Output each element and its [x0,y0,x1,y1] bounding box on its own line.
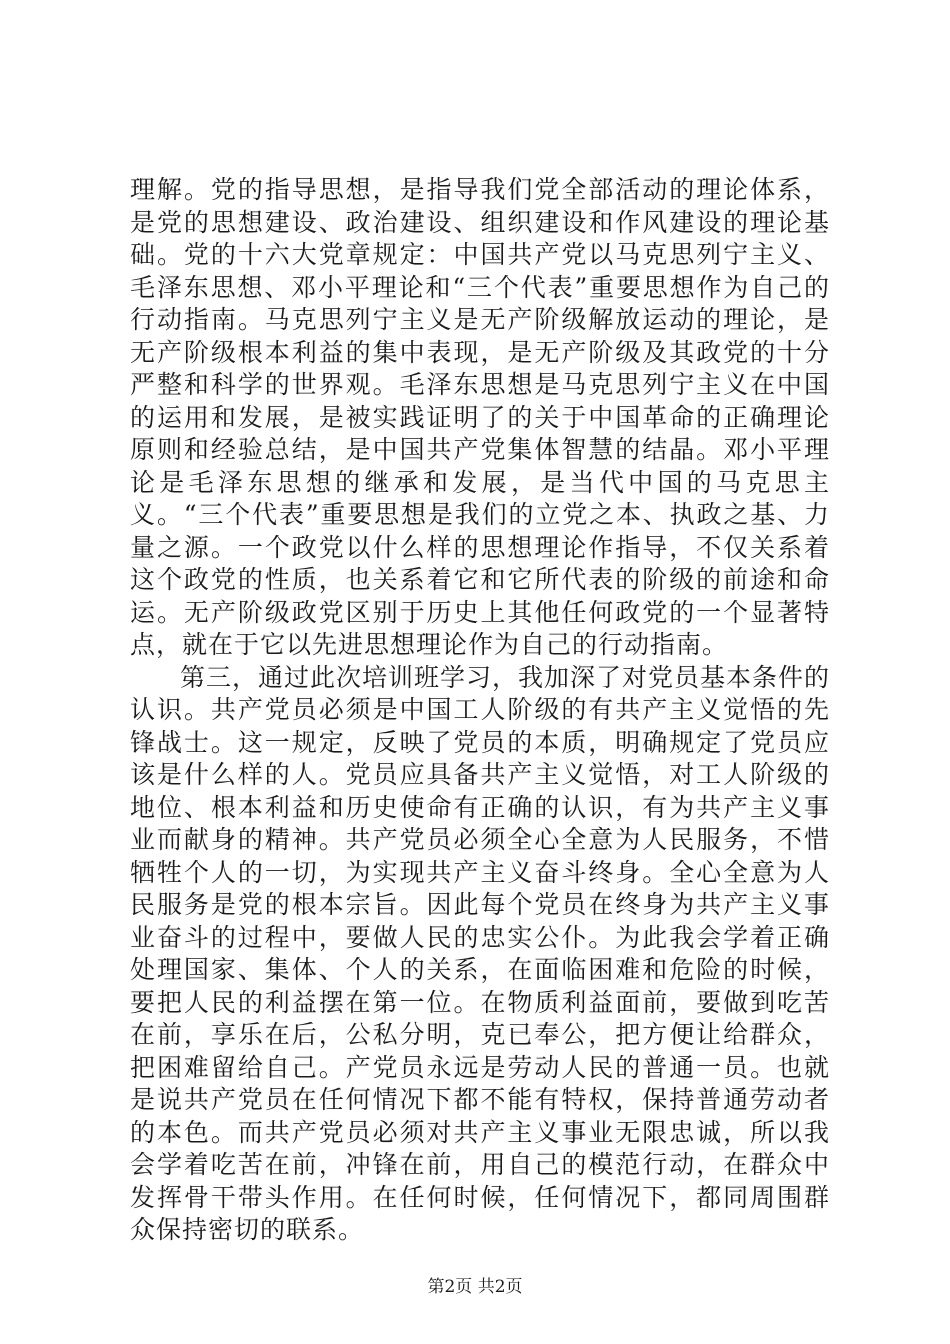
document-body [130,174,830,1247]
paragraph-1: 理解。党的指导思想，是指导我们党全部活动的理论体系，是党的思想建设、政治建设、组织建设和作风建设的理论基础。党的十六大党章规定：中国共产党以马克思列宁主义、毛泽东思想、邓小平理论和“三个代表”重要思想作为自己的行动指南。马克思列宁主义是无产阶级解放运动的理论，是无产阶级根本利益的集中表现，是无产阶级及其政党的十分严整和科学的世界观。毛泽东思想是马克思列宁主义在中国的运用和发展，是被实践证明了的关于中国革命的正确理论原则和经验总结，是中国共产党集体智慧的结晶。邓小平理论是毛泽东思想的继承和发展，是当代中国的马克思主义。“三个代表”重要思想是我们的立党之本、执政之基、力量之源。一个政党以什么样的思想理论作指导，不仅关系着这个政党的性质，也关系着它和它所代表的阶级的前途和命运。无产阶级政党区别于历史上其他任何政党的一个显著特点，就在于它以先进思想理论作为自己的行动指南。 [130,175,830,659]
paragraph-2: 第三，通过此次培训班学习，我加深了对党员基本条件的认识。共产党员必须是中国工人阶级的有共产主义觉悟的先锋战士。这一规定，反映了党员的本质，明确规定了党员应该是什么样的人。党员应具备共产主义觉悟，对工人阶级的地位、根本利益和历史使命有正确的认识，有为共产主义事业而献身的精神。共产党员必须全心全意为人民服务，不惜牺牲个人的一切，为实现共产主义奋斗终身。全心全意为人民服务是党的根本宗旨。因此每个党员在终身为共产主义事业奋斗的过程中，要做人民的忠实公仆。为此我会学着正确处理国家、集体、个人的关系，在面临困难和危险的时候，要把人民的利益摆在第一位。在物质利益面前，要做到吃苦在前，享乐在后，公私分明，克已奉公，把方便让给群众，把困难留给自己。产党员永远是劳动人民的普通一员。也就是说共产党员在任何情况下都不能有特权，保持普通劳动者的本色。而共产党员必须对共产主义事业无限忠诚，所以我会学着吃苦在前，冲锋在前，用自己的模范行动，在群众中发挥骨干带头作用。在任何时候，任何情况下，都同周围群众保持密切的联系。 [130,662,831,1244]
page-footer: 第2页 共2页 [427,1277,523,1297]
